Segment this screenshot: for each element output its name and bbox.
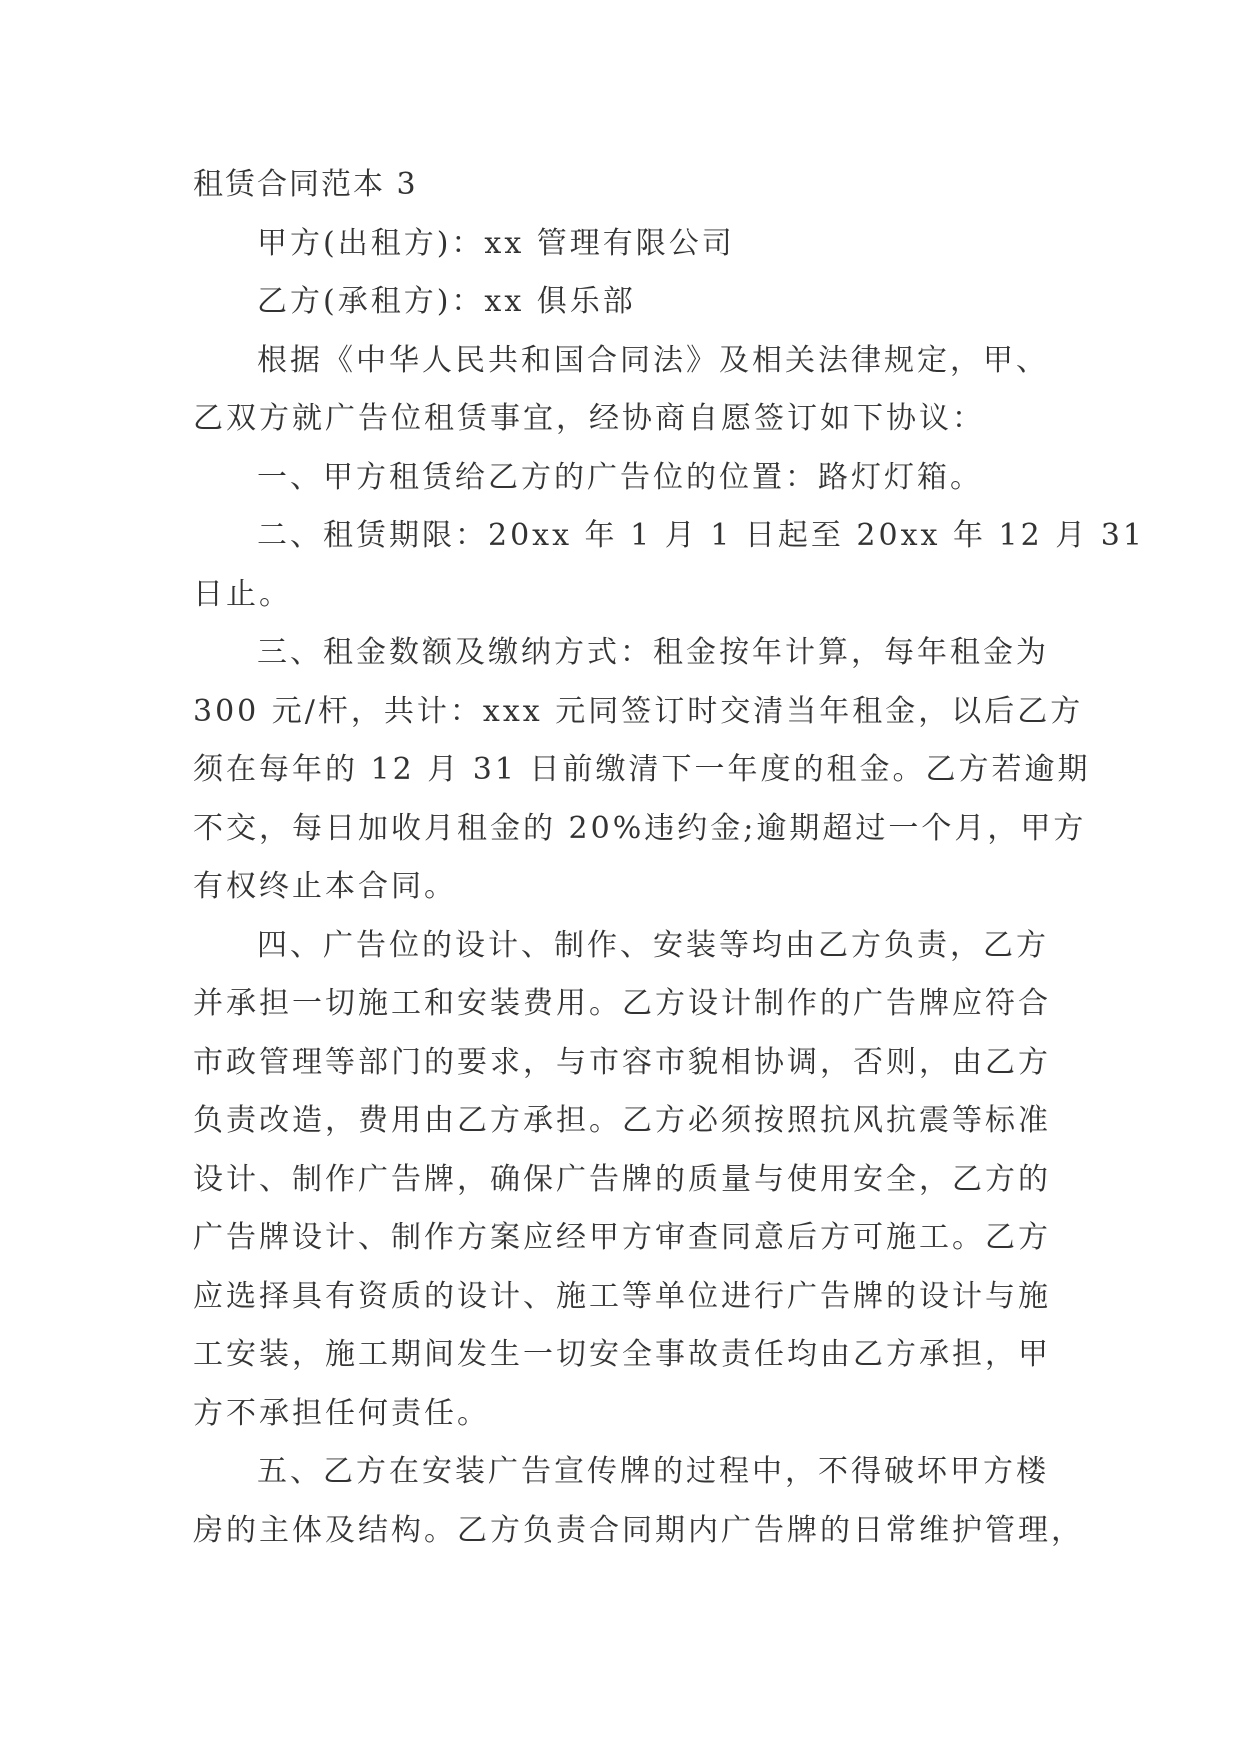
text-line: 工安装，施工期间发生一切安全事故责任均由乙方承担，甲: [193, 1337, 1051, 1372]
text-line: 日止。: [193, 576, 292, 612]
party-a-line: 甲方(出租方)：xx 管理有限公司: [257, 225, 735, 261]
text-line: 市政管理等部门的要求，与市容市貌相协调，否则，由乙方: [193, 1044, 1051, 1080]
clause-1-line: 一、甲方租赁给乙方的广告位的位置：路灯灯箱。: [257, 459, 983, 495]
text-line: 须在每年的 12 月 31 日前缴清下一年度的租金。乙方若逾期: [193, 752, 1091, 787]
document-title: 租赁合同范本 3: [193, 167, 418, 202]
text-line: 不交，每日加收月租金的 20%违约金;逾期超过一个月，甲方: [193, 810, 1087, 846]
text-line: 乙双方就广告位租赁事宜，经协商自愿签订如下协议：: [193, 401, 985, 436]
clause-2-line: 二、租赁期限：20xx 年 1 月 1 日起至 20xx 年 12 月 31: [257, 518, 1145, 553]
text-line: 应选择具有资质的设计、施工等单位进行广告牌的设计与施: [193, 1278, 1051, 1314]
clause-5-line: 五、乙方在安装广告宣传牌的过程中，不得破坏甲方楼: [257, 1454, 1049, 1489]
text-line: 300 元/杆，共计：xxx 元同签订时交清当年租金，以后乙方: [193, 693, 1084, 729]
document-body: [193, 156, 1145, 1560]
party-b-line: 乙方(承租方)：xx 俱乐部: [257, 284, 636, 319]
text-line: 广告牌设计、制作方案应经甲方审查同意后方可施工。乙方: [193, 1220, 1051, 1255]
text-line: 根据《中华人民共和国合同法》及相关法律规定，甲、: [257, 342, 1049, 378]
text-line: 并承担一切施工和安装费用。乙方设计制作的广告牌应符合: [193, 986, 1051, 1021]
text-line: 设计、制作广告牌，确保广告牌的质量与使用安全，乙方的: [193, 1161, 1051, 1197]
text-line: 有权终止本合同。: [193, 869, 457, 904]
clause-4-line: 四、广告位的设计、制作、安装等均由乙方负责，乙方: [257, 927, 1049, 963]
text-line: 房的主体及结构。乙方负责合同期内广告牌的日常维护管理，: [193, 1512, 1084, 1548]
clause-3-line: 三、租金数额及缴纳方式：租金按年计算，每年租金为: [257, 635, 1049, 670]
text-line: 负责改造，费用由乙方承担。乙方必须按照抗风抗震等标准: [193, 1103, 1051, 1138]
text-line: 方不承担任何责任。: [193, 1395, 490, 1431]
